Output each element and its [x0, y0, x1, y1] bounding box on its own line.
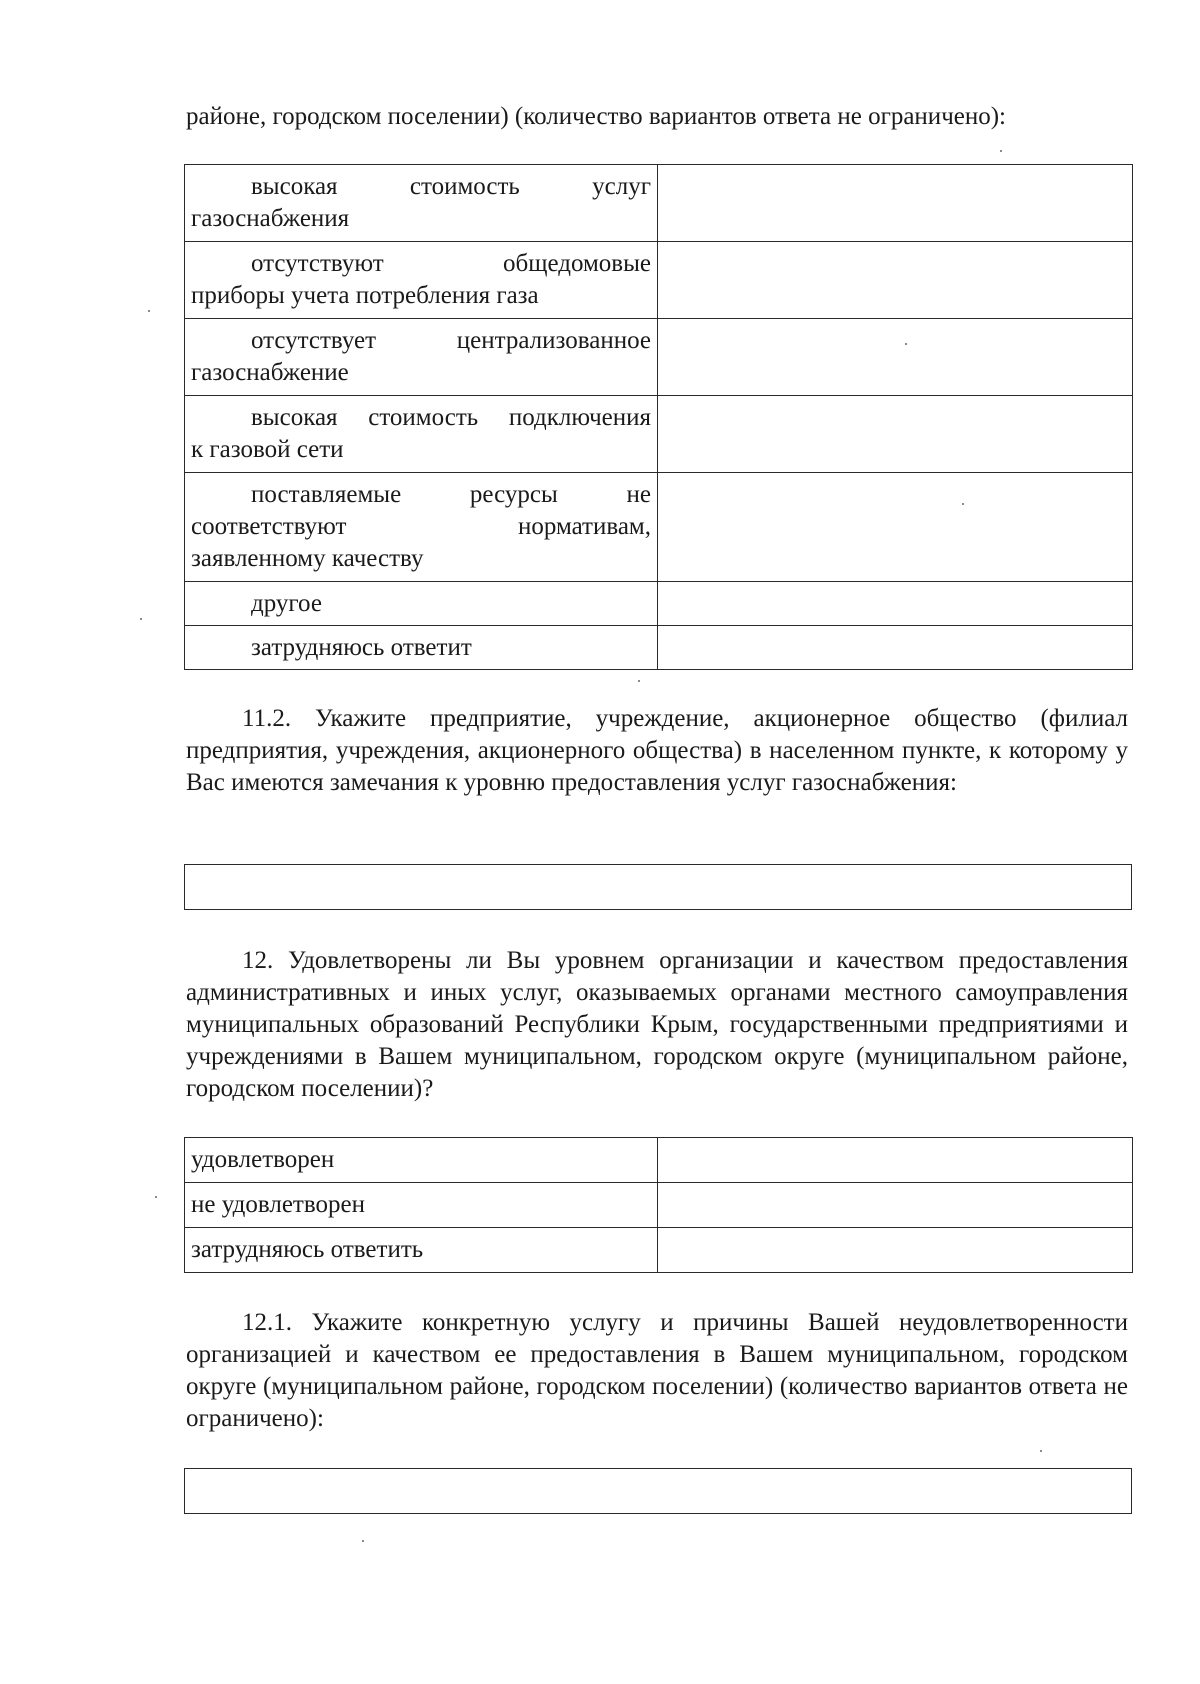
table-row — [185, 396, 1133, 473]
answer-cell[interactable] — [658, 396, 1133, 473]
scan-speck — [905, 343, 907, 345]
answer-cell[interactable] — [658, 1183, 1133, 1228]
answer-field-12-1[interactable] — [184, 1468, 1132, 1514]
answer-cell[interactable] — [658, 319, 1133, 396]
scan-speck — [962, 503, 964, 505]
scan-speck — [1040, 1450, 1042, 1452]
table-row — [185, 242, 1133, 319]
option-label: другое — [185, 582, 658, 626]
table-row — [185, 582, 1133, 626]
intro-line: районе, городском поселении) (количество вариантов ответа не ограничено): — [186, 103, 1007, 130]
option-label: удовлетворен — [185, 1138, 658, 1183]
scan-speck — [362, 1540, 364, 1542]
table-row — [185, 1183, 1133, 1228]
answer-cell[interactable] — [658, 582, 1133, 626]
option-label: затрудняюсь ответит — [185, 626, 658, 670]
scan-speck — [1000, 150, 1002, 152]
option-label: не удовлетворен — [185, 1183, 658, 1228]
scan-speck — [140, 618, 142, 620]
answer-cell[interactable] — [658, 1138, 1133, 1183]
option-label: поставляемые ресурсы не соответствуют нормативам, заявленному качеству — [185, 473, 658, 582]
satisfaction-table — [184, 1137, 1133, 1273]
question-12: 12. Удовлетворены ли Вы уровнем организации и качеством предоставления административных и иных услуг, оказываемых органами местного самоуправления муниципальных образований Республики Крым, государственными предприятиями и учреждениями в Вашем муниципальном, городском округе (муниципальном районе, городском поселении)? — [186, 947, 1128, 1102]
answer-cell[interactable] — [658, 626, 1133, 670]
table-row — [185, 1228, 1133, 1273]
answer-cell[interactable] — [658, 242, 1133, 319]
scan-speck — [638, 680, 640, 682]
answer-field-11-2[interactable] — [184, 864, 1132, 910]
answer-cell[interactable] — [658, 165, 1133, 242]
scan-speck — [148, 310, 150, 312]
table-row — [185, 1138, 1133, 1183]
answer-cell[interactable] — [658, 1228, 1133, 1273]
option-label: высокая стоимость подключения к газовой сети — [185, 396, 658, 473]
gas-problems-table — [184, 164, 1133, 670]
table-row — [185, 473, 1133, 582]
option-label: высокая стоимость услуг газоснабжения — [185, 165, 658, 242]
option-label: затрудняюсь ответить — [185, 1228, 658, 1273]
answer-cell[interactable] — [658, 473, 1133, 582]
question-11-2: 11.2. Укажите предприятие, учреждение, акционерное общество (филиал предприятия, учреждения, акционерного общества) в населенном пункте, к которому у Вас имеются замечания к уровню предоставления услуг газоснабжения: — [186, 705, 1128, 796]
question-12-1: 12.1. Укажите конкретную услугу и причины Вашей неудовлетворенности организацией и качеством ее предоставления в Вашем муниципальном, городском округе (муниципальном районе, городском поселении) (количество вариантов ответа не ограничено): — [186, 1309, 1128, 1432]
table-row — [185, 626, 1133, 670]
table-row — [185, 319, 1133, 396]
scan-speck — [155, 1196, 157, 1198]
option-label: отсутствует централизованное газоснабжение — [185, 319, 658, 396]
option-label: отсутствуют общедомовые приборы учета потребления газа — [185, 242, 658, 319]
table-row — [185, 165, 1133, 242]
